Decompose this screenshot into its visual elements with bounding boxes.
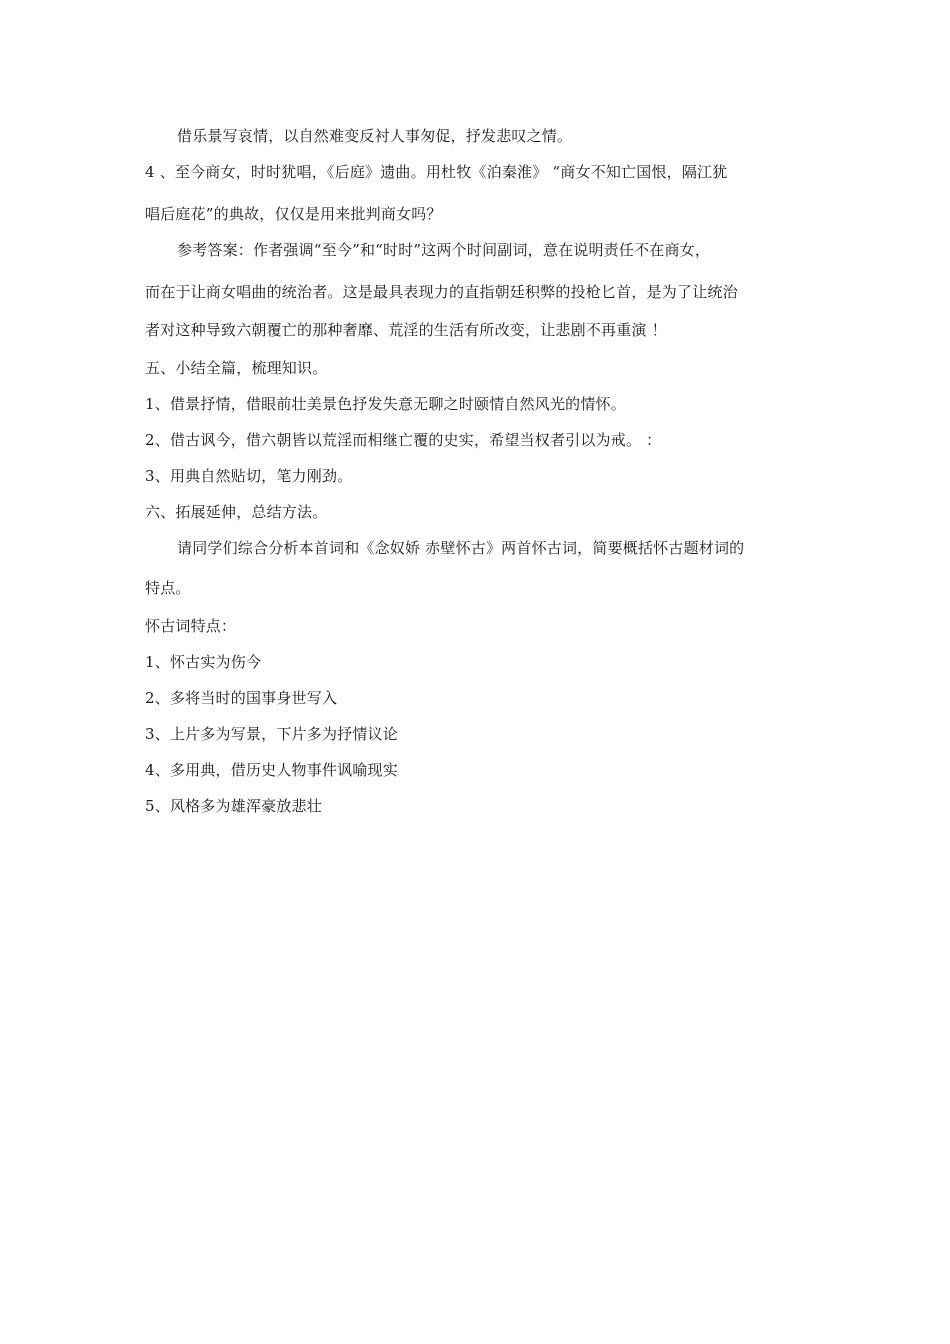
question-4-line-2: 唱后庭花”的典故，仅仅是用来批判商女吗？ bbox=[145, 205, 442, 223]
features-heading: 怀古词特点： bbox=[145, 617, 237, 635]
section-6-heading: 六、拓展延伸，总结方法。 bbox=[145, 503, 328, 521]
feature-item-5: 5、风格多为雄浑豪放悲壮 bbox=[145, 797, 322, 815]
feature-item-2: 2、多将当时的国事身世写入 bbox=[145, 689, 338, 707]
task-line-2: 特点。 bbox=[145, 579, 191, 597]
summary-item-2: 2、借古讽今，借六朝皆以荒淫而相继亡覆的史实，希望当权者引以为戒。 ： bbox=[145, 431, 662, 449]
answer-line-1: 参考答案：作者强调“至今”和“时时”这两个时间副词，意在说明责任不在商女， bbox=[177, 241, 711, 259]
feature-item-4: 4、多用典，借历史人物事件讽喻现实 bbox=[145, 761, 398, 779]
task-line-1: 请同学们综合分析本首词和《念奴娇 赤壁怀古》两首怀古词，简要概括怀古题材词的 bbox=[177, 539, 745, 557]
feature-item-3: 3、上片多为写景，下片多为抒情议论 bbox=[145, 725, 398, 743]
summary-item-1: 1、借景抒情，借眼前壮美景色抒发失意无聊之时颐情自然风光的情怀。 bbox=[145, 395, 626, 413]
question-4-line-1: 4 、至今商女，时时犹唱，《后庭》遗曲。用杜牧《泊秦淮》 “商女不知亡国恨，隔江犹 bbox=[145, 163, 728, 181]
paragraph-line-1: 借乐景写哀情，以自然难变反衬人事匆促，抒发悲叹之情。 bbox=[177, 127, 573, 145]
answer-line-2: 而在于让商女唱曲的统治者。这是最具表现力的直指朝廷积弊的投枪匕首，是为了让统治 bbox=[145, 283, 738, 301]
answer-line-3: 者对这种导致六朝覆亡的那种奢靡、荒淫的生活有所改变，让悲剧不再重演 ！ bbox=[145, 321, 667, 339]
section-5-heading: 五、小结全篇，梳理知识。 bbox=[145, 359, 328, 377]
feature-item-1: 1、怀古实为伤今 bbox=[145, 653, 262, 671]
summary-item-3: 3、用典自然贴切，笔力刚劲。 bbox=[145, 467, 353, 485]
